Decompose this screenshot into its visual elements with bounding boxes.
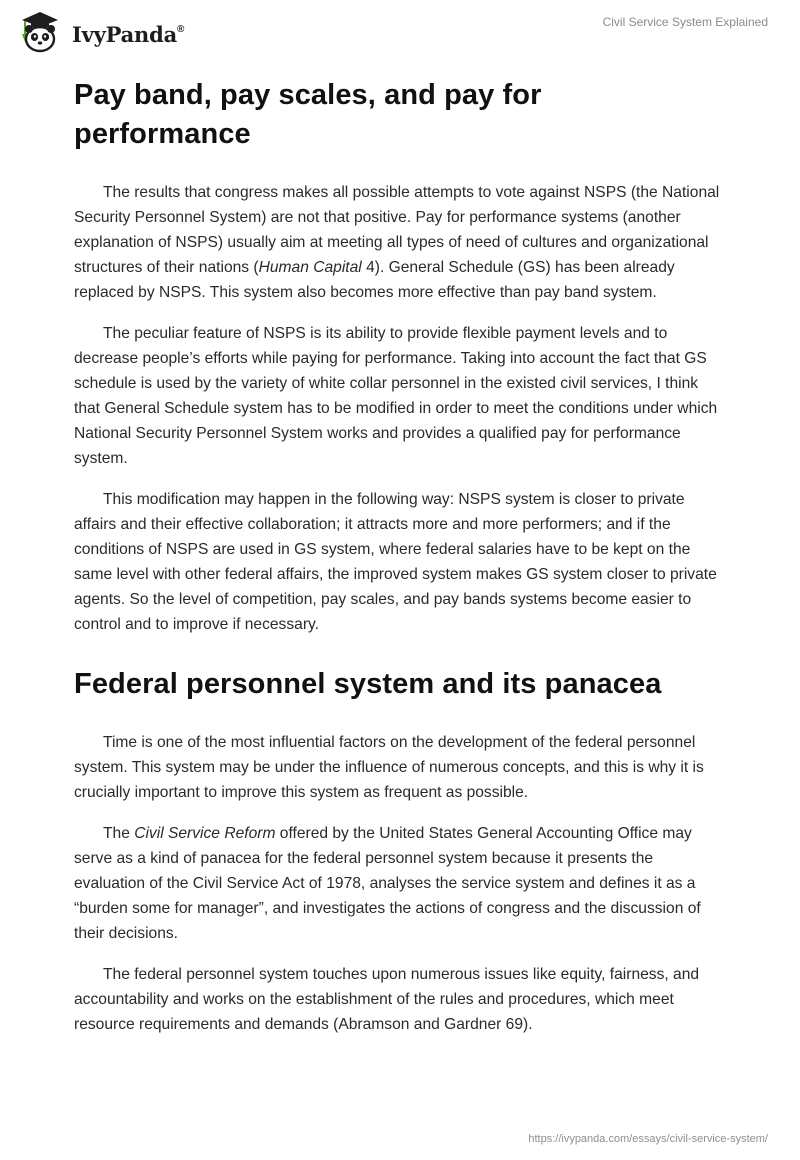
logo-wordmark: IvyPanda®: [72, 21, 185, 47]
paragraph-civil-service-reform: The Civil Service Reform offered by the United States General Accounting Office may serve as a kind of panacea for the federal personnel system because it presents the evaluation of the Civil Service Act of 1978, analyses the service system and defines it as a “burden some for manager”, and investigates the actions of congress and the discussion of their decisions.: [74, 825, 701, 942]
article-body: [74, 72, 728, 1037]
page-header: [0, 0, 800, 70]
paragraph-nsps-results: The results that congress makes all possible attempts to vote against NSPS (the National Security Personnel System) are not that positive. Pay for performance systems (another explanation of NSPS) usually aim at meeting all types of need of cultures and organizational structures of their nations (Human Capital 4). General Schedule (GS) has been already replaced by NSPS. This system also becomes more effective than pay band system.: [74, 184, 720, 301]
citation-civil-service-reform: Civil Service Reform: [134, 825, 276, 842]
paragraph-time-factor: Time is one of the most influential factors on the development of the federal personnel system. This system may be under the influence of numerous concepts, and this is why it is crucially important to improve this system as frequent as possible.: [74, 734, 704, 801]
paragraph-federal-issues: The federal personnel system touches upon numerous issues like equity, fairness, and accountability and works on the establishment of the rules and procedures, which meet resource requirements and demands (Abramson and Gardner 69).: [74, 966, 700, 1033]
section-heading-federal-personnel: Federal personnel system and its panacea: [74, 668, 662, 700]
document-title: Civil Service System Explained: [602, 15, 768, 29]
panda-graduate-icon: [14, 8, 66, 54]
paragraph-modification: This modification may happen in the following way: NSPS system is closer to private affairs and their effective collaboration; it attracts more and more performers; and if the conditions of NSPS are used in GS system, where federal salaries have to be kept on the same level with other federal affairs, the improved system makes GS system closer to private agents. So the level of competition, pay scales, and pay bands systems become easier to control and to improve if necessary.: [74, 491, 717, 633]
paragraph-nsps-feature: The peculiar feature of NSPS is its ability to provide flexible payment levels and to decrease people’s efforts while paying for performance. Taking into account the fact that GS schedule is used by the variety of white collar personnel in the existed civil services, I think that General Schedule system has to be modified in order to meet the conditions under which National Security Personnel System works and provides a qualified pay for performance system.: [74, 325, 718, 467]
source-url-link[interactable]: https://ivypanda.com/essays/civil-service-system/: [528, 1133, 768, 1145]
section-heading-pay-band: Pay band, pay scales, and pay for performance: [74, 79, 542, 150]
ivypanda-logo[interactable]: [14, 8, 184, 54]
citation-human-capital: Human Capital: [258, 259, 362, 276]
